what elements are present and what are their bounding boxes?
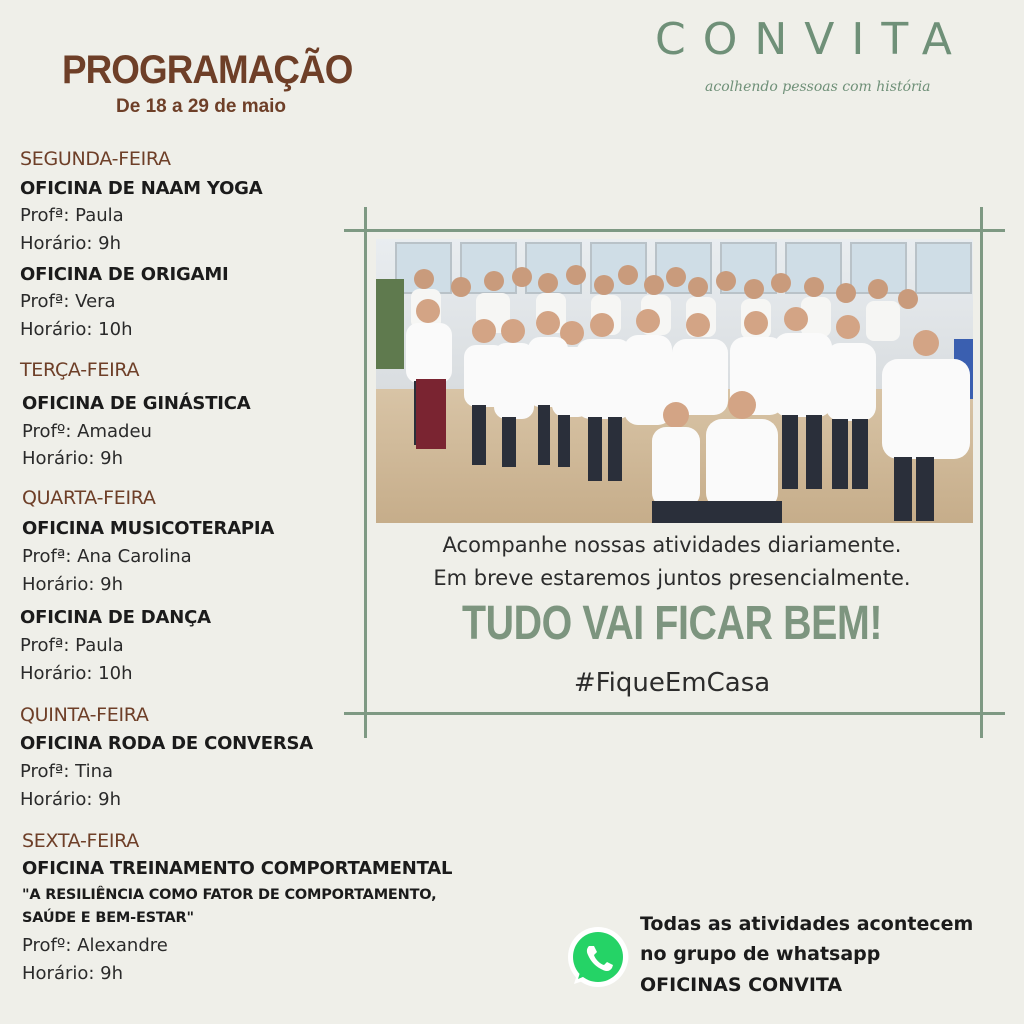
workshop-title: OFICINA DE NAAM YOGA bbox=[20, 178, 263, 199]
workshop-time: Horário: 9h bbox=[20, 233, 122, 254]
whatsapp-text-line-2: no grupo de whatsapp bbox=[640, 943, 881, 965]
day-heading-tuesday: TERÇA-FEIRA bbox=[20, 359, 140, 381]
slogan: TUDO VAI FICAR BEM! bbox=[461, 597, 883, 650]
day-heading-friday: SEXTA-FEIRA bbox=[22, 830, 139, 852]
date-range: De 18 a 29 de maio bbox=[116, 96, 287, 117]
workshop-teacher: Profª: Paula bbox=[20, 205, 124, 226]
workshop-time: Horário: 10h bbox=[20, 319, 133, 340]
day-heading-wednesday: QUARTA-FEIRA bbox=[22, 487, 156, 509]
workshop-time: Horário: 9h bbox=[22, 963, 124, 984]
workshop-teacher: Profª: Ana Carolina bbox=[22, 546, 192, 567]
message-line-2: Em breve estaremos juntos presencialmente. bbox=[433, 566, 911, 590]
workshop-title: OFICINA DE ORIGAMI bbox=[20, 264, 229, 285]
whatsapp-icon bbox=[564, 924, 632, 992]
workshop-title: OFICINA MUSICOTERAPIA bbox=[22, 518, 275, 539]
workshop-time: Horário: 9h bbox=[22, 448, 124, 469]
workshop-time: Horário: 10h bbox=[20, 663, 133, 684]
frame-line-left bbox=[364, 207, 367, 738]
workshop-teacher: Profº: Alexandre bbox=[22, 935, 168, 956]
workshop-time: Horário: 9h bbox=[22, 574, 124, 595]
frame-line-bottom bbox=[344, 712, 1005, 715]
workshop-title: OFICINA DE GINÁSTICA bbox=[22, 393, 251, 414]
frame-line-right bbox=[980, 207, 983, 738]
brand-tagline: acolhendo pessoas com história bbox=[705, 79, 931, 95]
brand-logo: CONVITA bbox=[655, 14, 969, 65]
group-photo bbox=[376, 239, 973, 523]
workshop-teacher: Profª: Vera bbox=[20, 291, 116, 312]
workshop-subtitle: SAÚDE E BEM-ESTAR" bbox=[22, 910, 194, 926]
page-title: PROGRAMAÇÃO bbox=[62, 48, 353, 92]
workshop-time: Horário: 9h bbox=[20, 789, 122, 810]
workshop-teacher: Profº: Amadeu bbox=[22, 421, 152, 442]
hashtag: #FiqueEmCasa bbox=[573, 668, 771, 698]
day-heading-monday: SEGUNDA-FEIRA bbox=[20, 148, 171, 170]
day-heading-thursday: QUINTA-FEIRA bbox=[20, 704, 149, 726]
whatsapp-text-line-1: Todas as atividades acontecem bbox=[640, 913, 974, 935]
workshop-teacher: Profª: Paula bbox=[20, 635, 124, 656]
message-line-1: Acompanhe nossas atividades diariamente. bbox=[442, 533, 902, 557]
workshop-title: OFICINA TREINAMENTO COMPORTAMENTAL bbox=[22, 858, 453, 879]
workshop-teacher: Profª: Tina bbox=[20, 761, 114, 782]
workshop-title: OFICINA DE DANÇA bbox=[20, 607, 211, 628]
workshop-subtitle: "A RESILIÊNCIA COMO FATOR DE COMPORTAMENTO, bbox=[22, 887, 437, 903]
workshop-title: OFICINA RODA DE CONVERSA bbox=[20, 733, 314, 754]
whatsapp-group-name: OFICINAS CONVITA bbox=[640, 974, 843, 996]
frame-line-top bbox=[344, 229, 1005, 232]
